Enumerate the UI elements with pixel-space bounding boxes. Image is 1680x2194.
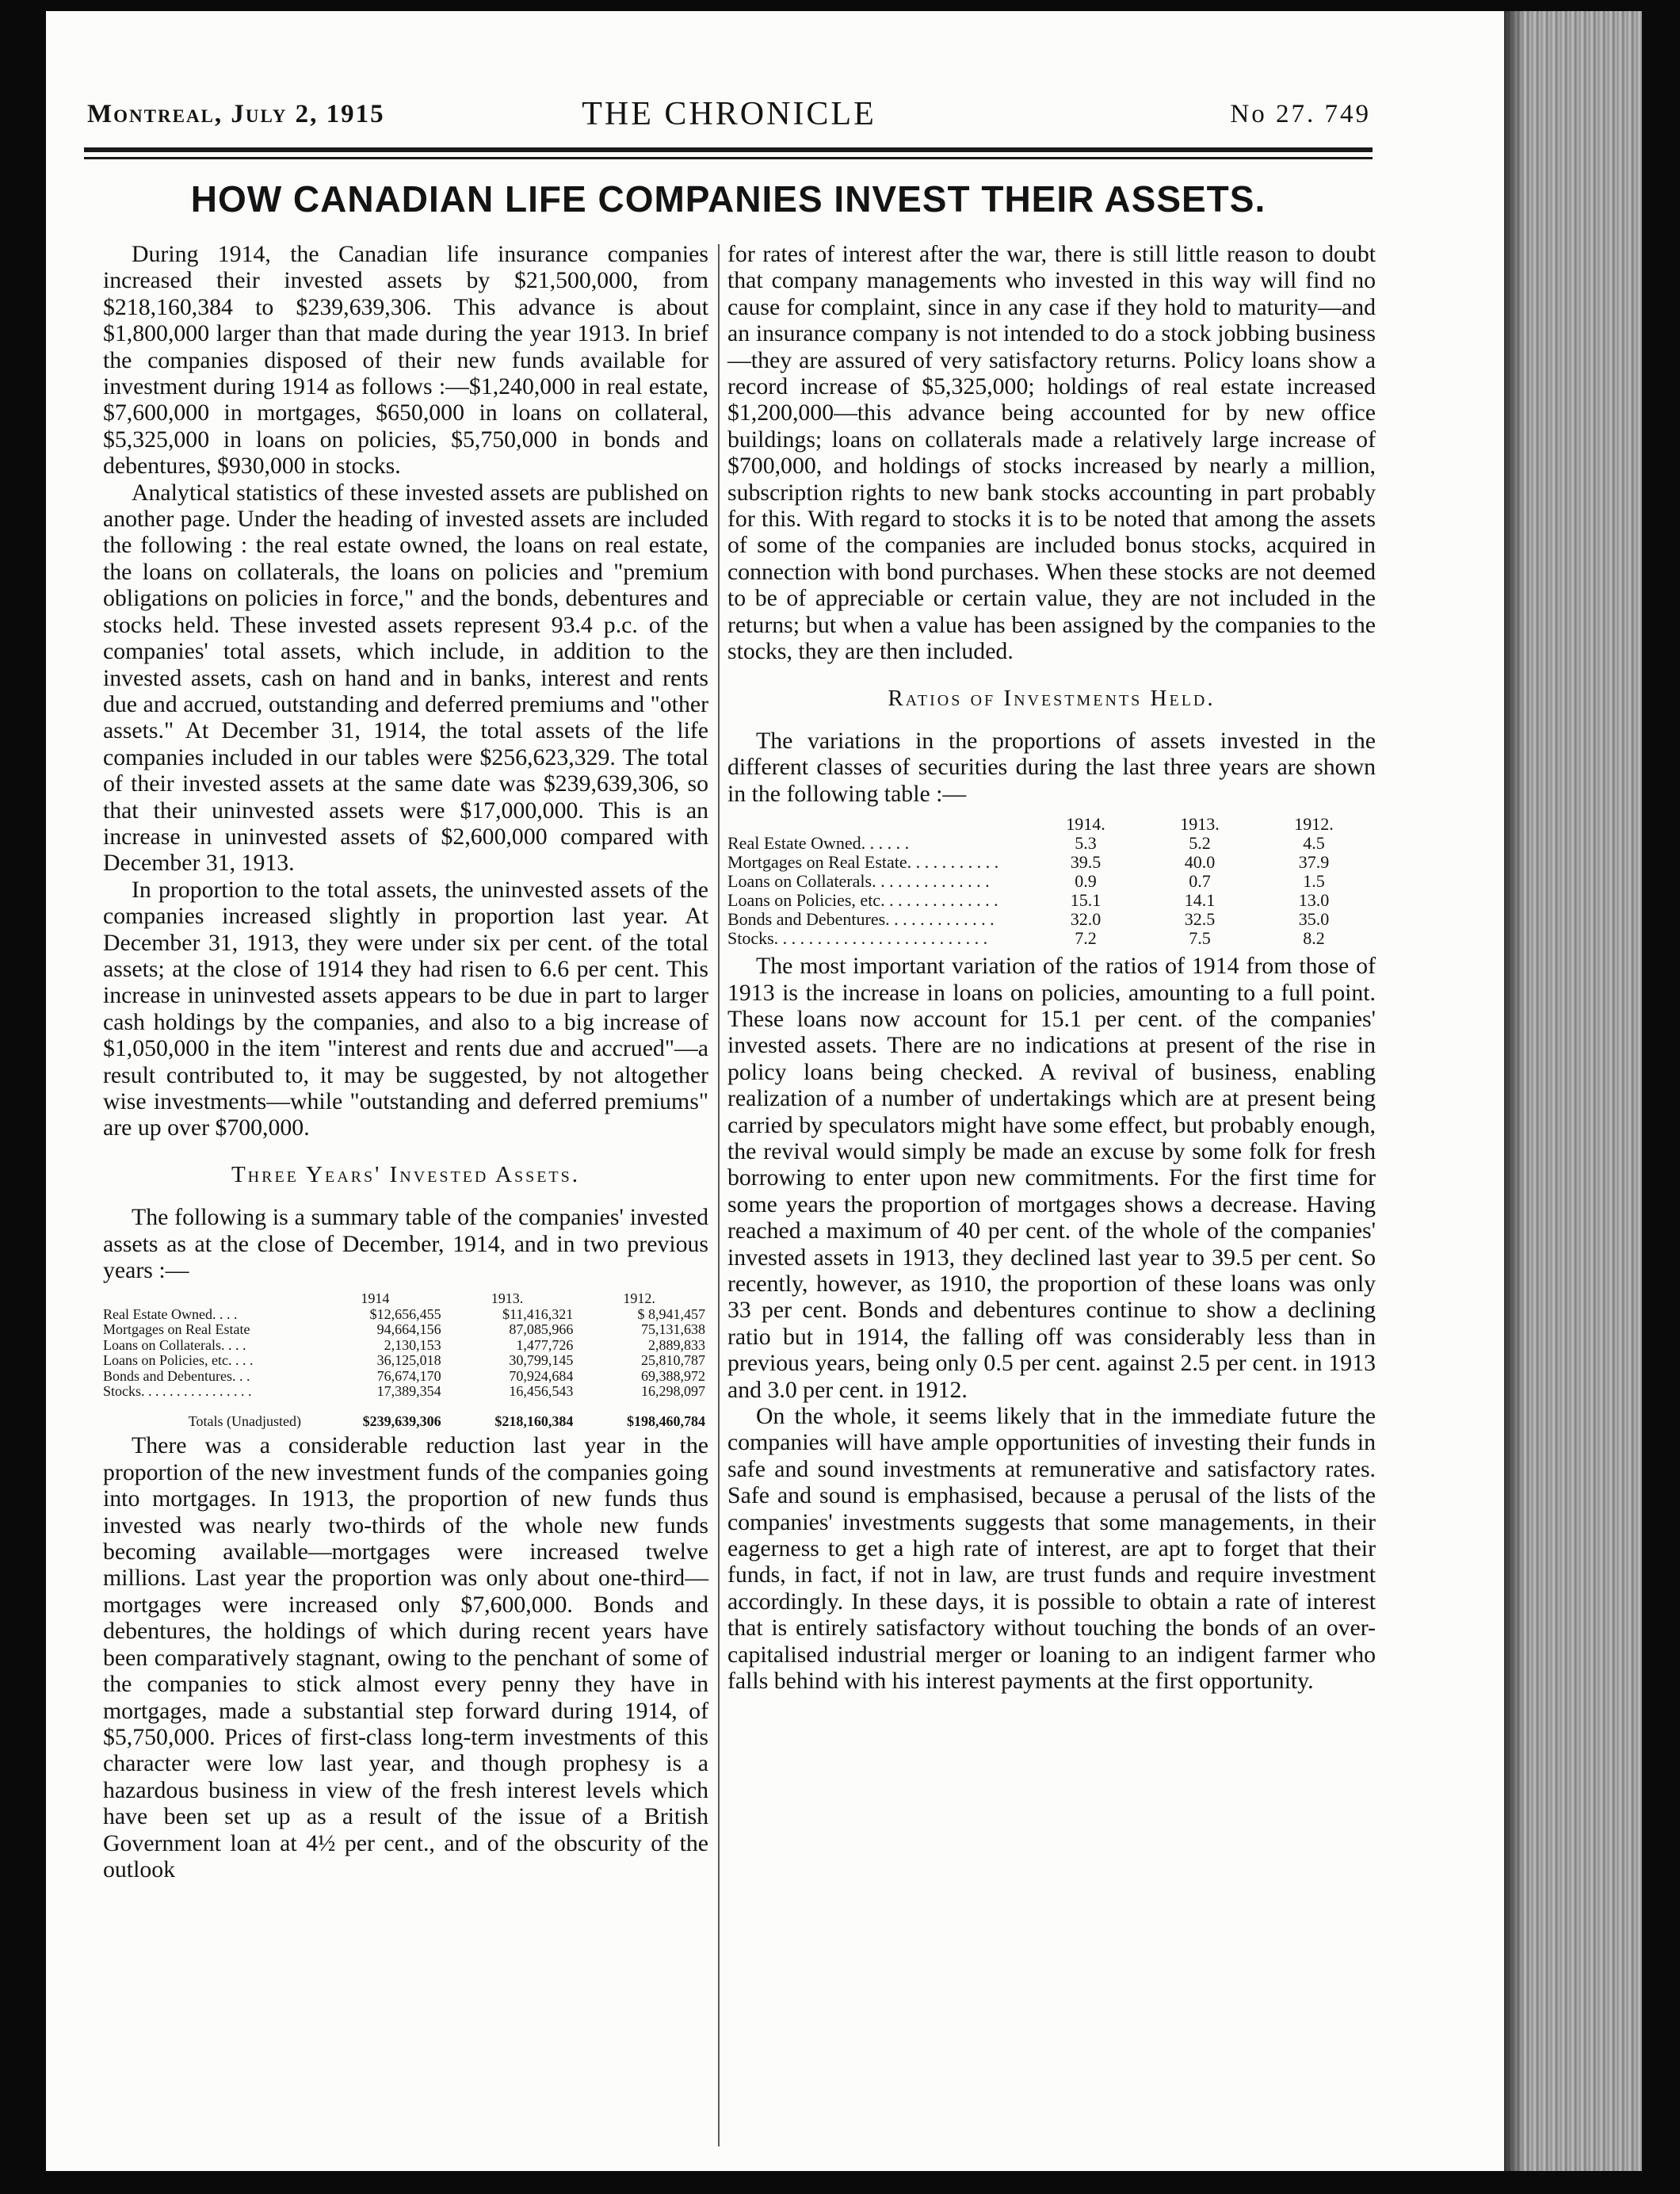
table-cell: $12,656,455 bbox=[369, 1305, 441, 1322]
row-label: Bonds and Debentures. . . . . . . . . . . . . bbox=[727, 909, 995, 930]
table-row bbox=[727, 929, 1371, 948]
row-label: Mortgages on Real Estate. . . . . . . . . . . bbox=[727, 852, 999, 873]
table-row bbox=[103, 1353, 705, 1369]
row-label: Stocks. . . . . . . . . . . . . . . . . . . . . . . . . bbox=[727, 928, 988, 949]
table-cell: 2,889,833 bbox=[648, 1336, 705, 1353]
ratios-table bbox=[727, 815, 1371, 948]
table-header-cell: 1913. bbox=[1180, 814, 1220, 835]
table-row bbox=[727, 891, 1371, 910]
paragraph: The following is a summary table of the companies' invested assets as at the close of December, 1914, and in two previous years :— bbox=[103, 1204, 708, 1284]
table-cell: 7.5 bbox=[1189, 928, 1211, 949]
paragraph: The variations in the proportions of assets invested in the different classes of securities during the last three years are shown in the following table :— bbox=[727, 727, 1376, 807]
table-cell: 5.2 bbox=[1189, 833, 1211, 854]
page-edge-shadow bbox=[1504, 11, 1525, 2171]
table-cell: 7.2 bbox=[1075, 928, 1097, 949]
article-headline: HOW CANADIAN LIFE COMPANIES INVEST THEIR ASSETS. bbox=[190, 178, 1266, 220]
row-label: Loans on Policies, etc. . . . bbox=[103, 1352, 254, 1369]
table-cell: 25,810,787 bbox=[641, 1352, 705, 1369]
table-cell: 35.0 bbox=[1298, 909, 1330, 930]
header-rule-thin bbox=[84, 157, 1373, 159]
paragraph: During 1914, the Canadian life insurance companies increased their invested assets by $21,500,000, from $218,160,384 to $239,639,306. This advance is about $1,800,000 larger than that made during the year 1913. In brief the companies disposed of their new funds available for investment during 1914 as follows :—$1,240,000 in real estate, $7,600,000 in mortgages, $650,000 in loans on collateral, $5,325,000 in loans on policies, $5,750,000 in bonds and debentures, $930,000 in stocks. bbox=[103, 241, 708, 480]
table-cell: 40.0 bbox=[1184, 852, 1216, 873]
table-cell: 15.1 bbox=[1070, 890, 1102, 911]
table-cell: 36,125,018 bbox=[376, 1352, 441, 1369]
table-cell: 1.5 bbox=[1303, 871, 1325, 892]
table-header-cell: 1912. bbox=[623, 1290, 655, 1307]
row-label: Stocks. . . . . . . . . . . . . . . . bbox=[103, 1383, 252, 1400]
table-cell: 1,477,726 bbox=[516, 1336, 574, 1353]
table-cell: 32.0 bbox=[1070, 909, 1102, 930]
paragraph: On the whole, it seems likely that in the immediate future the companies will have ample opportunities of investing their funds in safe and sound investments at remunerative and satisfactory rates. Safe and sound is emphasised, because a perusal of the lists of the companies' investments suggests that some managements, in their eagerness to get a high rate of interest, are apt to forget that their funds, in fact, if not in law, are trust funds and require investment accordingly. In these days, it is possible to obtain a rate of interest that is entirely satisfactory without touching the bonds of an over-capitalised industrial merger or loaning to an indigent farmer who falls behind with his interest payments at the first opportunity. bbox=[727, 1403, 1376, 1695]
table-row bbox=[727, 872, 1371, 891]
table-row bbox=[727, 910, 1371, 929]
table-row bbox=[103, 1338, 705, 1354]
table-header-cell: 1914 bbox=[361, 1290, 390, 1307]
table-cell: $11,416,321 bbox=[502, 1305, 574, 1322]
table-cell: $239,639,306 bbox=[362, 1412, 441, 1429]
table-cell: 8.2 bbox=[1303, 928, 1325, 949]
table-row bbox=[103, 1307, 705, 1323]
paragraph: In proportion to the total assets, the uninvested assets of the companies increased slightly in proportion last year. At December 31, 1913, they were under six per cent. of the total assets; at the close of 1914 they had risen to 6.6 per cent. This increase in uninvested assets appears to be due in part to larger cash holdings by the companies, and also to a big increase of $1,050,000 in the item "interest and rents due and accrued"—a result contributed to, it may be suggested, by not altogether wise investments—while "outstanding and deferred premiums" are up over $700,000. bbox=[103, 876, 708, 1141]
paragraph: Analytical statistics of these invested assets are published on another page. Under the heading of invested assets are included the following : the real estate owned, the loans on real estate, the loans on collaterals, the loans on policies and "premium obligations on policies in force," and the bonds, debentures and stocks held. These invested assets represent 93.4 p.c. of the companies' total assets, which include, in addition to the invested assets, cash on hand and in banks, interest and rents due and accrued, outstanding and deferred premiums and "other assets." At December 31, 1914, the total assets of the life companies included in our tables were $256,623,329. The total of their invested assets at the same date was $239,639,306, so that their uninvested assets were $17,000,000. This is an increase in uninvested assets of $2,600,000 compared with December 31, 1913. bbox=[103, 479, 708, 877]
table-cell: 16,298,097 bbox=[641, 1383, 705, 1400]
table-row bbox=[727, 834, 1371, 853]
table-cell: 75,131,638 bbox=[641, 1321, 705, 1338]
table-cell: $ 8,941,457 bbox=[637, 1305, 705, 1322]
table-header-cell: 1913. bbox=[491, 1290, 524, 1307]
header-dateline: Montreal, July 2, 1915 bbox=[87, 100, 385, 128]
row-label: Loans on Policies, etc. . . . . . . . . . . . . . bbox=[727, 890, 998, 911]
paragraph: for rates of interest after the war, there is still little reason to doubt that company managements who invested in this way will find no cause for complaint, since in any case if they hold to maturity—and an insurance company is not intended to do a stock jobbing business—they are assured of very satisfactory returns. Policy loans show a record increase of $5,325,000; holdings of real estate increased $1,200,000—this advance being accounted for by new office buildings; loans on collaterals made a relatively large increase of $700,000, and holdings of stocks increased by nearly a million, subscription rights to new bank stocks accounting in part probably for this. With regard to stocks it is to be noted that among the assets of some of the companies are included bonus stocks, acquired in connection with bond purchases. When these stocks are not deemed to be of appreciable or certain value, they are not included in the returns; but when a value has been assigned by the companies to the stocks, they are then included. bbox=[727, 241, 1376, 665]
table-cell: 37.9 bbox=[1298, 852, 1330, 873]
page-header bbox=[87, 96, 1371, 147]
issue-page-number: No 27. 749 bbox=[1230, 100, 1371, 128]
table-header-row bbox=[727, 815, 1371, 834]
header-rule-thick bbox=[84, 147, 1373, 152]
table-header-row bbox=[103, 1291, 705, 1307]
table-row bbox=[103, 1369, 705, 1385]
table-header-cell: 1912. bbox=[1294, 814, 1334, 835]
table-header-cell bbox=[103, 1291, 309, 1307]
table-cell: 13.0 bbox=[1298, 890, 1330, 911]
table-row bbox=[103, 1322, 705, 1338]
masthead-title: THE CHRONICLE bbox=[582, 96, 876, 132]
paragraph: There was a considerable reduction last year in the proportion of the new investment funds of the companies going into mortgages. In 1913, the proportion of new funds thus invested was nearly two-thirds of the whole new funds becoming available—mortgages were increased twelve millions. Last year the proportion was only about one-third—mortgages were increased only $7,600,000. Bonds and debentures, the holdings of which during recent years have been comparatively stagnant, owing to the penchant of some of the companies to stick almost every penny they have in mortgages, made a substantial step forward during 1914, of $5,750,000. Prices of first-class long-term investments of this character were low last year, and though prophesy is a hazardous business in view of the fresh interest levels which have been set up as a result of the issue of a British Government loan at 4½ per cent., and of the obscurity of the outlook bbox=[103, 1432, 708, 1882]
paragraph: The most important variation of the ratios of 1914 from those of 1913 is the increase in loans on policies, amounting to a full point. These loans now account for 15.1 per cent. of the companies' invested assets. There are no indications at present of the rise in policy loans being checked. A revival of business, enabling realization of a number of undertakings which are at present being carried by speculators might have some effect, but probably enough, the revival would simply be made an excuse by some folk for fresh borrowing to enter upon new commitments. For the first time for some years the proportion of mortgages shows a decrease. Having reached a maximum of 40 per cent. of the whole of the companies' invested assets in 1913, they declined last year to 39.5 per cent. So recently, however, as 1910, the proportion of these loans was only 33 per cent. Bonds and debentures continue to show a declining ratio but in 1914, the falling off was considerably less than in previous years, being only 0.5 per cent. against 2.5 per cent. in 1913 and 3.0 per cent. in 1912. bbox=[727, 953, 1376, 1403]
left-column bbox=[103, 241, 708, 1882]
page-edge-stack bbox=[1504, 11, 1642, 2171]
table-cell: 17,389,354 bbox=[376, 1383, 441, 1400]
row-label: Loans on Collaterals. . . . bbox=[103, 1336, 246, 1353]
table-header-cell: 1914. bbox=[1066, 814, 1105, 835]
table-cell: 87,085,966 bbox=[509, 1321, 574, 1338]
table-cell: 70,924,684 bbox=[509, 1367, 574, 1384]
table-cell: 69,388,972 bbox=[641, 1367, 705, 1384]
right-column bbox=[727, 241, 1376, 1695]
row-label: Real Estate Owned. . . . . . bbox=[727, 833, 910, 854]
table-totals-row bbox=[103, 1400, 705, 1430]
table-cell: 0.9 bbox=[1075, 871, 1097, 892]
row-label: Bonds and Debentures. . . bbox=[103, 1367, 250, 1384]
table-cell: $218,160,384 bbox=[494, 1412, 574, 1429]
row-label: Real Estate Owned. . . . bbox=[103, 1305, 238, 1322]
table-cell: 4.5 bbox=[1303, 833, 1325, 854]
table-cell: 94,664,156 bbox=[376, 1321, 441, 1338]
row-label: Loans on Collaterals. . . . . . . . . . . . . . bbox=[727, 871, 990, 892]
invested-assets-table bbox=[103, 1291, 705, 1429]
table-row bbox=[103, 1384, 705, 1400]
table-cell: 32.5 bbox=[1184, 909, 1216, 930]
table-cell: 39.5 bbox=[1070, 852, 1102, 873]
table-header-cell bbox=[727, 815, 1029, 834]
table-cell: 76,674,170 bbox=[376, 1367, 441, 1384]
table-cell: 5.3 bbox=[1075, 833, 1097, 854]
subheading-three-years: Three Years' Invested Assets. bbox=[231, 1161, 581, 1187]
table-cell: 2,130,153 bbox=[384, 1336, 441, 1353]
table-row bbox=[727, 853, 1371, 872]
subheading-ratios: Ratios of Investments Held. bbox=[888, 685, 1216, 711]
table-cell: 0.7 bbox=[1189, 871, 1211, 892]
table-cell: 14.1 bbox=[1184, 890, 1216, 911]
table-cell: 16,456,543 bbox=[509, 1383, 574, 1400]
table-cell: 30,799,145 bbox=[509, 1352, 574, 1369]
table-cell: $198,460,784 bbox=[627, 1412, 705, 1429]
column-divider bbox=[718, 244, 720, 2146]
row-label: Mortgages on Real Estate bbox=[103, 1321, 250, 1338]
totals-label: Totals (Unadjusted) bbox=[188, 1412, 301, 1429]
